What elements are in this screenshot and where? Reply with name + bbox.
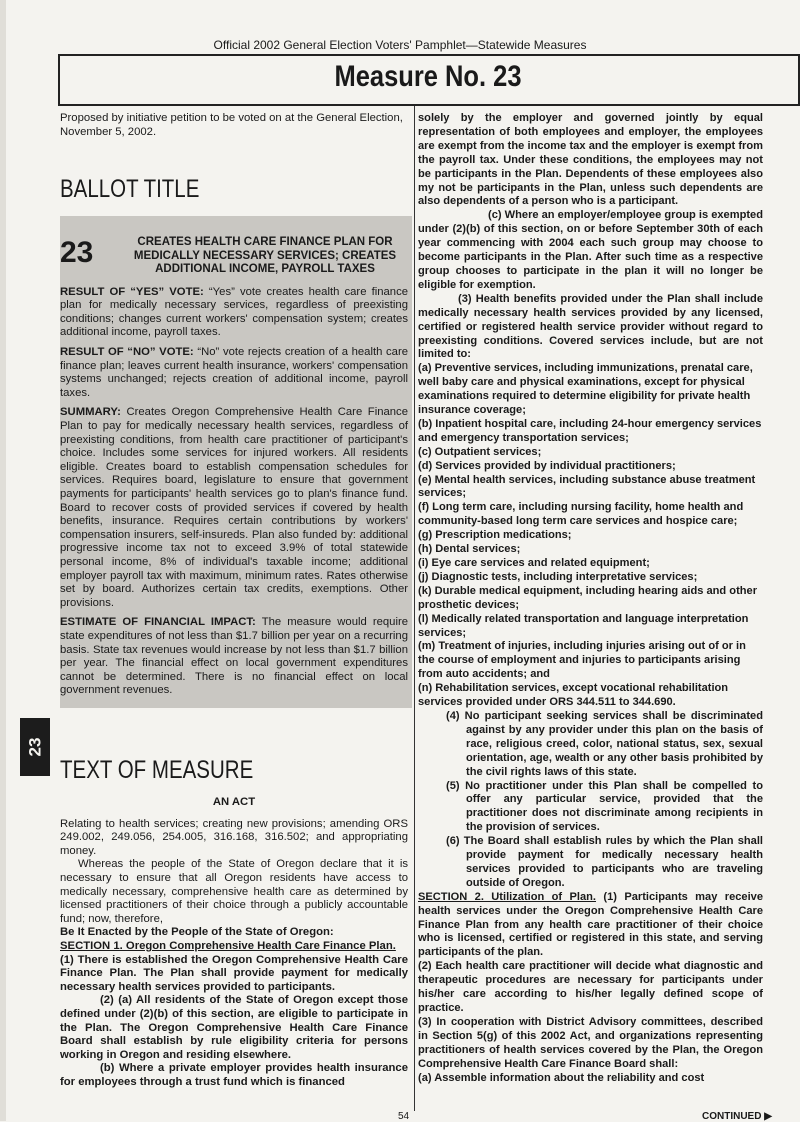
list-item: (c) Outpatient services; xyxy=(418,445,542,458)
relating-paragraph: Relating to health services; creating new provisions; amending ORS 249.002, 249.056, 254.005, 316.168, 316.502; and appropriating money. xyxy=(60,817,408,857)
estimate-label: ESTIMATE OF FINANCIAL IMPACT: xyxy=(60,616,256,629)
section-2-title: SECTION 2. Utilization of Plan. xyxy=(418,890,597,903)
para-2c: (c) Where an employer/employee group is exempted under (2)(b) of this section, on or before September 30th of each year commencing with 2004 each such group may choose to become participants in the Plan. After such time as a respective group chooses to participate in the plan it will no longer be eligible for exemption. xyxy=(418,209,763,291)
right-column xyxy=(418,112,763,1085)
summary-paragraph xyxy=(60,406,408,610)
summary-label: SUMMARY: xyxy=(60,406,121,419)
yes-vote-paragraph xyxy=(60,286,408,340)
list-item: (e) Mental health services, including substance abuse treatment services; xyxy=(418,473,756,500)
no-vote-text: “No” vote rejects creation of a health care finance plan; leaves current health insurance, workers' compensation systems unchanged; rejects creation of additional income, payroll taxes. xyxy=(60,346,409,399)
measure-title: Measure No. 23 xyxy=(334,60,522,93)
list-item: (m) Treatment of injuries, including injuries arising out of or in the course of employment and injuries to participants arising from auto accidents; and xyxy=(418,640,746,681)
list-item: (j) Diagnostic tests, including interpretative services; xyxy=(418,570,698,583)
continued-paragraph: solely by the employer and governed jointly by equal representation of both employees and employer, the employees are exempt from the income tax and the employer is exempt from the payroll tax. Under these conditions, the employees may not be participants in the Plan. Dependents of these employees also my not be participants in the Plan, unless such dependents are also dependents of a person who is a participant. xyxy=(418,112,763,208)
yes-vote-label: RESULT OF “YES” VOTE: xyxy=(60,285,204,298)
measure-side-tab: 23 xyxy=(20,718,50,776)
para-5: (5) No practitioner under this Plan shall be compelled to offer any particular service, provided that the practitioner does not discriminate among recipients in the provision of services. xyxy=(446,779,763,834)
list-item: (g) Prescription medications; xyxy=(418,529,572,542)
section-1-para-2a: (2) (a) All residents of the State of Oregon except those defined under (2)(b) of this section, are eligible to participate in the Plan. The Oregon Comprehensive Health Care Finance Board shall establish by rule eligibility criteria for persons working in Oregon and residing elsewhere. xyxy=(60,994,408,1061)
summary-text: Creates Oregon Comprehensive Health Care Finance Plan to pay for medically necessary health services, regardless of preexisting conditions, from health care practitioner of participant's choice. Includes some services for injured workers. All residents eligible. Creates board to establish compensation schedules for services. Requires board, legislature to ensure that government payments for participants' health services go to plan's finance fund. Board to recover costs of provided services if covered by health benefits, insurance. Requires certain contributions by workers' compensation insurers, self-insureds. Plan also funded by: additional progressive income tax not to exceed 3.9% of total statewide personal income, 8% of individual's taxable income; additional employer payroll tax with maximum, minimum rates. Rates otherwise set by board. Authorizes certain tax credits, exemptions. Other provisions. xyxy=(60,406,408,609)
left-column xyxy=(60,112,409,1088)
title-rule xyxy=(58,104,798,106)
ballot-title-heading: BALLOT TITLE xyxy=(60,175,200,204)
page-number: 54 xyxy=(398,1111,410,1122)
text-of-measure-heading: TEXT OF MEASURE xyxy=(60,756,254,784)
section-2-para-3: (3) In cooperation with District Advisory committees, described in Section 5(g) of this 2002 Act, and organizations representing practitioners of health services covered by the Plan, the Oregon Comprehensive Health Care Finance Board shall: xyxy=(418,1015,763,1070)
list-item: (a) Preventive services, including immunizations, prenatal care, well baby care and physical examinations, except for physical examinations required to determine eligibility for private health insurance coverage; xyxy=(418,362,753,417)
list-item: (d) Services provided by individual practitioners; xyxy=(418,459,676,472)
section-2-para-3a: (a) Assemble information about the reliability and cost xyxy=(418,1071,705,1084)
ballot-number: 23 xyxy=(60,236,94,270)
list-item: (n) Rehabilitation services, except vocational rehabilitation services provided under ORS 344.511 to 344.690. xyxy=(418,682,729,709)
an-act-label: AN ACT xyxy=(212,796,256,808)
para-6: (6) The Board shall establish rules by which the Plan shall provide payment for medically necessary health services provided to participants who are traveling outside of Oregon. xyxy=(446,835,763,889)
enacted-clause: Be It Enacted by the People of the State of Oregon: xyxy=(60,926,334,939)
whereas-paragraph: Whereas the people of the State of Oregon declare that it is necessary to ensure that all Oregon residents have access to medically necessary, comprehensive health care as determined by licensed practitioners of their choice through a publicly accountable fund; now, therefore, xyxy=(60,858,408,925)
estimate-paragraph xyxy=(60,616,408,698)
services-list xyxy=(418,362,763,710)
section-2-para-2: (2) Each health care practitioner will decide what diagnostic and therapeutic procedures are necessary for participants under his/her care according to his/her legally defined scope of practice. xyxy=(418,960,763,1014)
column-divider xyxy=(414,106,415,1111)
continued-marker: CONTINUED ▶ xyxy=(702,1111,772,1122)
list-item: (k) Durable medical equipment, including hearing aids and other prosthetic devices; xyxy=(418,584,758,611)
para-3: (3) Health benefits provided under the Plan shall include medically necessary health services provided by any licensed, certified or registered health service provider without regard to preexisting conditions. Covered services include, but are not limited to: xyxy=(418,292,763,361)
section-1-para-1: (1) There is established the Oregon Comprehensive Health Care Finance Plan. The Plan shall provide payment for medically necessary health services provided to participants. xyxy=(60,953,408,993)
estimate-text: The measure would require state expenditures of not less than $1.7 billion per year on a recurring basis. State tax revenues would increase by not less than $1.7 billion per year. The financial effect on local government expenditures cannot be determined. There is no financial effect on local government revenues. xyxy=(60,616,409,697)
no-vote-paragraph xyxy=(60,346,408,400)
list-item: (b) Inpatient hospital care, including 24-hour emergency services and emergency transportation services; xyxy=(418,417,762,444)
text-of-measure xyxy=(60,756,408,1089)
para-4: (4) No participant seeking services shall be discriminated against by any provider under this plan on the basis of race, religious creed, color, national status, sex, sexual orientation, age, wealth or any other basis prohibited by the civil rights laws of this state. xyxy=(446,709,763,778)
list-item: (l) Medically related transportation and language interpretation services; xyxy=(418,612,749,639)
list-item: (f) Long term care, including nursing facility, home health and community-based long term care services and hospice care; xyxy=(418,501,744,528)
ballot-caption: CREATES HEALTH CARE FINANCE PLAN FOR MEDICALLY NECESSARY SERVICES; CREATES ADDITIONAL INCOME, PAYROLL TAXES xyxy=(133,236,397,276)
intro-text: Proposed by initiative petition to be voted on at the General Election, November 5, 2002. xyxy=(60,112,403,138)
section-2-paragraph: SECTION 2. Utilization of Plan. (1) Participants may receive health services under the Oregon Comprehensive Health Care Finance Plan from any health care practitioner of their choice who is licensed, certified or registered in this state, and serving participants of the plan. xyxy=(418,890,763,959)
running-header: Official 2002 General Election Voters' Pamphlet—Statewide Measures xyxy=(213,38,587,52)
section-1-title: SECTION 1. Oregon Comprehensive Health Care Finance Plan. xyxy=(60,939,396,952)
yes-vote-text: “Yes” vote creates health care finance plan for medically necessary services, regardless of preexisting conditions; changes current workers' compensation system; creates additional income, payroll taxes. xyxy=(60,285,409,339)
no-vote-label: RESULT OF “NO” VOTE: xyxy=(60,346,194,359)
ballot-title-box xyxy=(60,224,408,698)
page-edge xyxy=(0,0,6,1121)
section-1-para-2b: (b) Where a private employer provides health insurance for employees through a trust fund which is financed xyxy=(60,1062,408,1088)
list-item: (i) Eye care services and related equipment; xyxy=(418,557,650,569)
list-item: (h) Dental services; xyxy=(418,543,521,556)
